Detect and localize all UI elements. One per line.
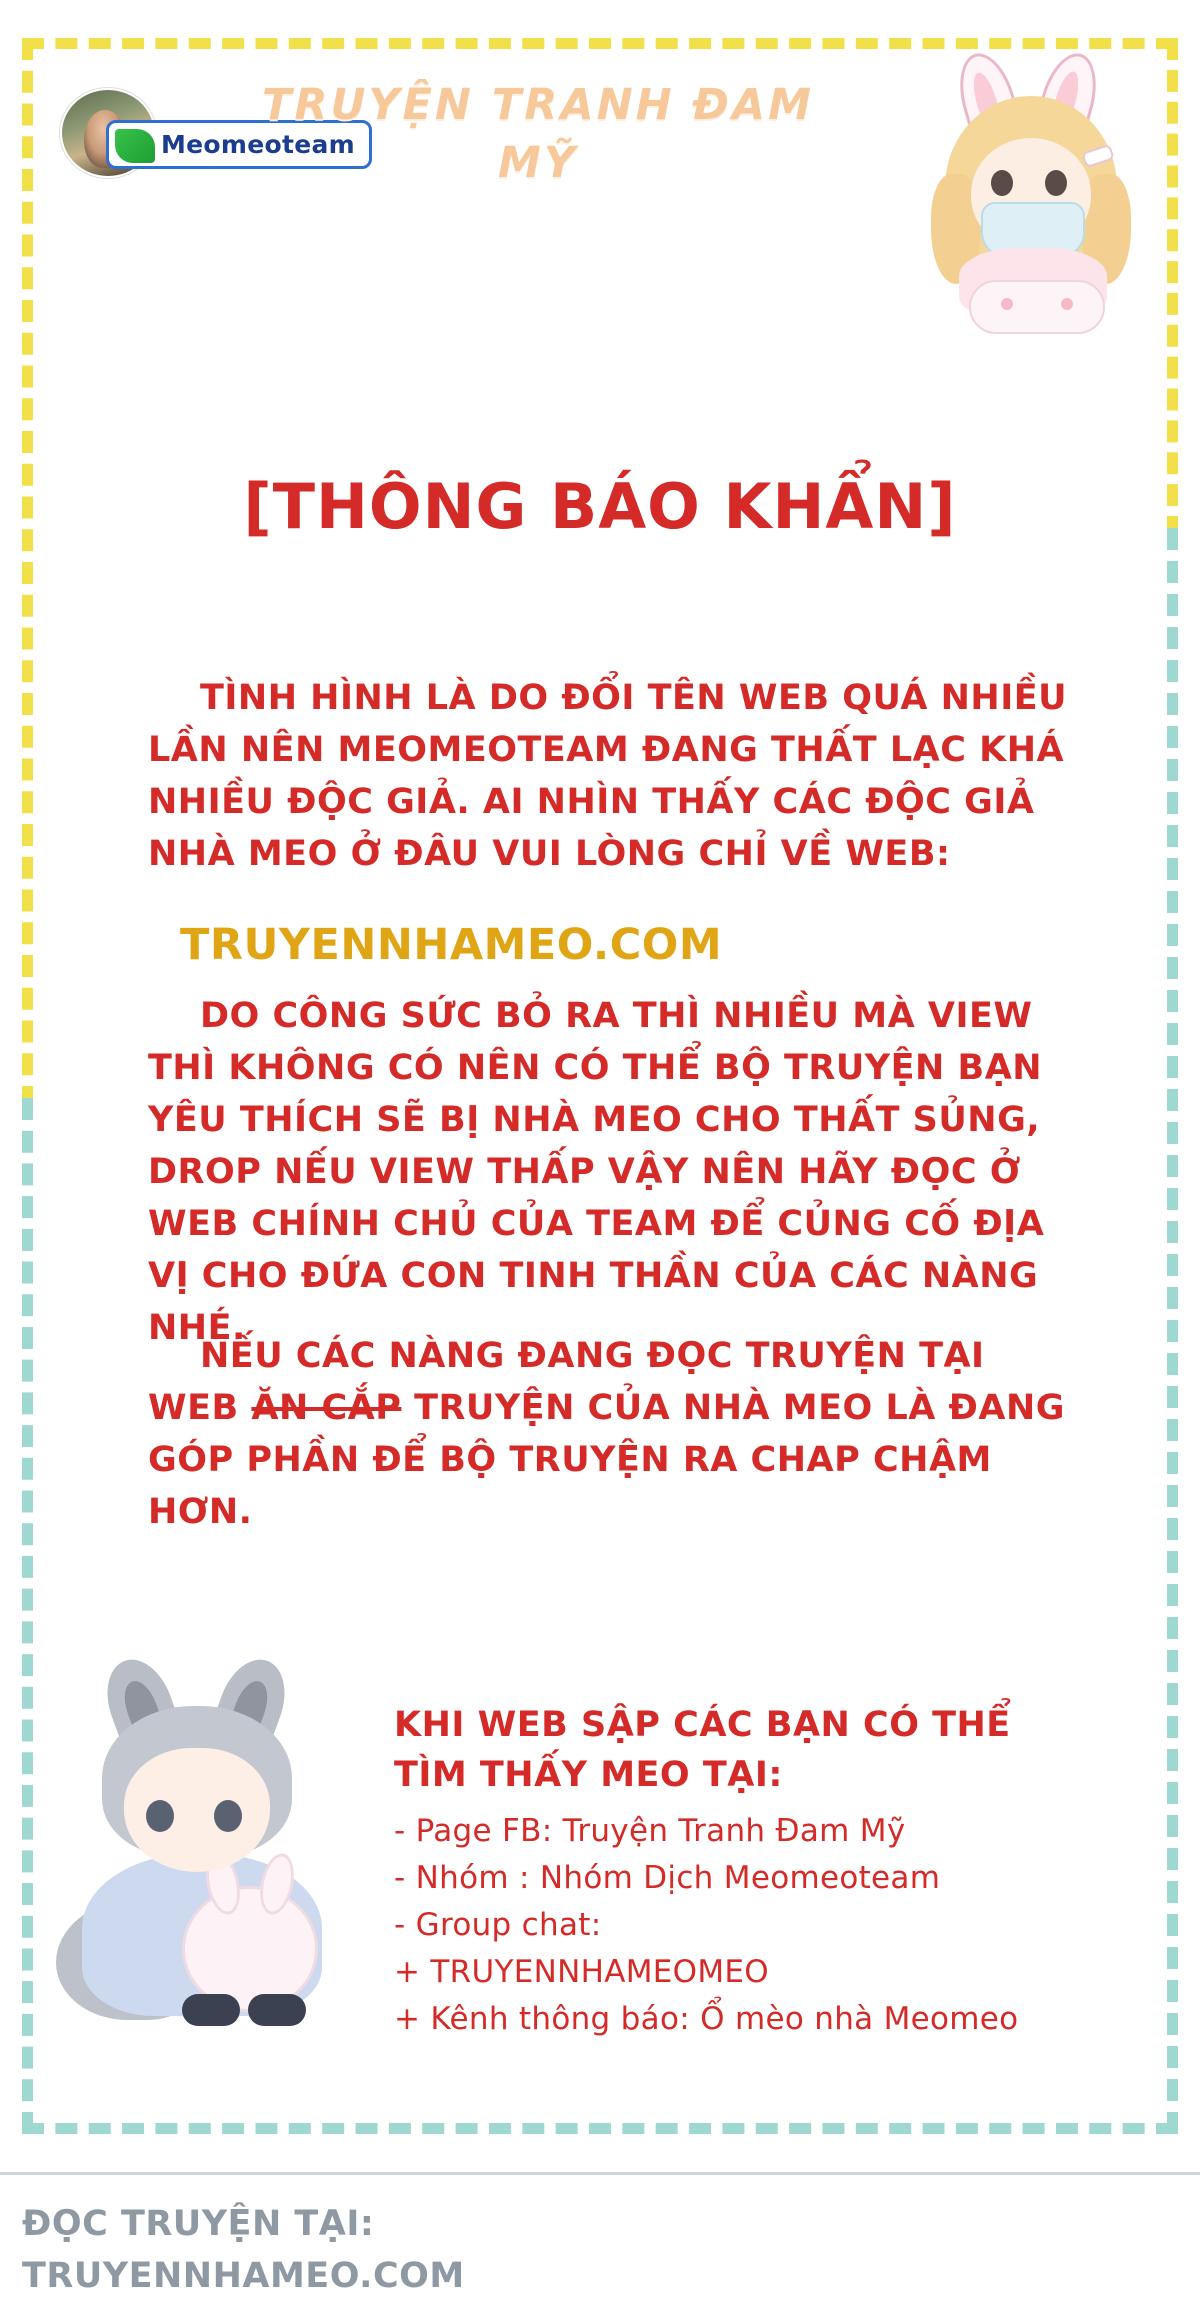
footer: [22, 2198, 822, 2302]
contact-heading: KHI WEB SẬP CÁC BẠN CÓ THỂ TÌM THẤY MEO TẠI:: [394, 1705, 1011, 1795]
contact-list: [394, 1808, 1084, 2043]
frame-bottom-dash: [22, 2123, 1178, 2134]
list-item[interactable]: - Group chat:: [394, 1907, 602, 1943]
brand-title: TRUYỆN TRANH ĐAM MỸ: [262, 80, 814, 188]
paragraph-3-strikethrough-text: ĂN CẮP: [251, 1388, 402, 1428]
frame-right-yellow-dash: [1167, 38, 1178, 538]
announcement-paragraph-3: [148, 1330, 1078, 1538]
frame-top-dash: [22, 38, 1178, 49]
chibi-bunny-girl-illustration: [915, 52, 1145, 327]
list-item[interactable]: + TRUYENNHAMEOMEO: [394, 1954, 769, 1990]
chibi-boy-eye-right: [214, 1800, 242, 1832]
paragraph-3-text-before: NẾU CÁC NÀNG ĐANG ĐỌC TRUYỆN TẠI WEB: [148, 1336, 985, 1428]
page-title: [THÔNG BÁO KHẨN]: [243, 470, 957, 543]
announcement-paragraph-1: TÌNH HÌNH LÀ DO ĐỔI TÊN WEB QUÁ NHIỀU LẦN NÊN MEOMEOTEAM ĐANG THẤT LẠC KHÁ NHIỀU ĐỘC GIẢ. AI NHÌN THẤY CÁC ĐỘC GIẢ NHÀ MEO Ở ĐÂU VUI LÒNG CHỈ VỀ WEB:: [148, 678, 1068, 874]
paragraph-3-text-after: TRUYỆN CỦA NHÀ MEO LÀ ĐANG GÓP PHẦN ĐỂ BỘ TRUYỆN RA CHAP CHẬM HƠN.: [148, 1388, 1065, 1532]
footer-divider: [0, 2172, 1200, 2175]
bunny-plush: [969, 280, 1105, 334]
announcement-paragraph-2: DO CÔNG SỨC BỎ RA THÌ NHIỀU MÀ VIEW THÌ KHÔNG CÓ NÊN CÓ THỂ BỘ TRUYỆN BẠN YÊU THÍCH SẼ BỊ NHÀ MEO CHO THẤT SỦNG, DROP NẾU VIEW THẤP VẬY NÊN HÃY ĐỌC Ở WEB CHÍNH CHỦ CỦA TEAM ĐỂ CỦNG CỐ ĐỊA VỊ CHO ĐỨA CON TINH THẦN CỦA CÁC NÀNG NHÉ.: [148, 996, 1045, 1348]
list-item[interactable]: - Page FB: Truyện Tranh Đam Mỹ: [394, 1813, 906, 1849]
chibi-boy-shoe-right: [248, 1994, 306, 2026]
chibi-boy-eye-left: [146, 1800, 174, 1832]
list-item[interactable]: - Nhóm : Nhóm Dịch Meomeoteam: [394, 1860, 941, 1896]
frame-left-teal-dash: [22, 1098, 33, 2134]
chibi-boy-shoe-left: [182, 1994, 240, 2026]
footer-line-1: ĐỌC TRUYỆN TẠI:: [22, 2204, 375, 2244]
list-item[interactable]: + Kênh thông báo: Ổ mèo nhà Meomeo: [394, 2001, 1019, 2037]
frame-right-teal-dash: [1167, 528, 1178, 2134]
footer-line-2[interactable]: TRUYENNHAMEO.COM: [22, 2256, 465, 2296]
chibi-wolf-boy-illustration: [62, 1650, 352, 2040]
contact-block: [394, 1700, 1084, 2043]
chibi-eye-left: [991, 170, 1013, 196]
frame-left-yellow-dash: [22, 38, 33, 1108]
leaf-icon: [115, 129, 155, 163]
team-name-label: Meomeoteam: [161, 130, 356, 159]
site-url-link[interactable]: TRUYENNHAMEO.COM: [180, 920, 723, 970]
chibi-eye-right: [1045, 170, 1067, 196]
